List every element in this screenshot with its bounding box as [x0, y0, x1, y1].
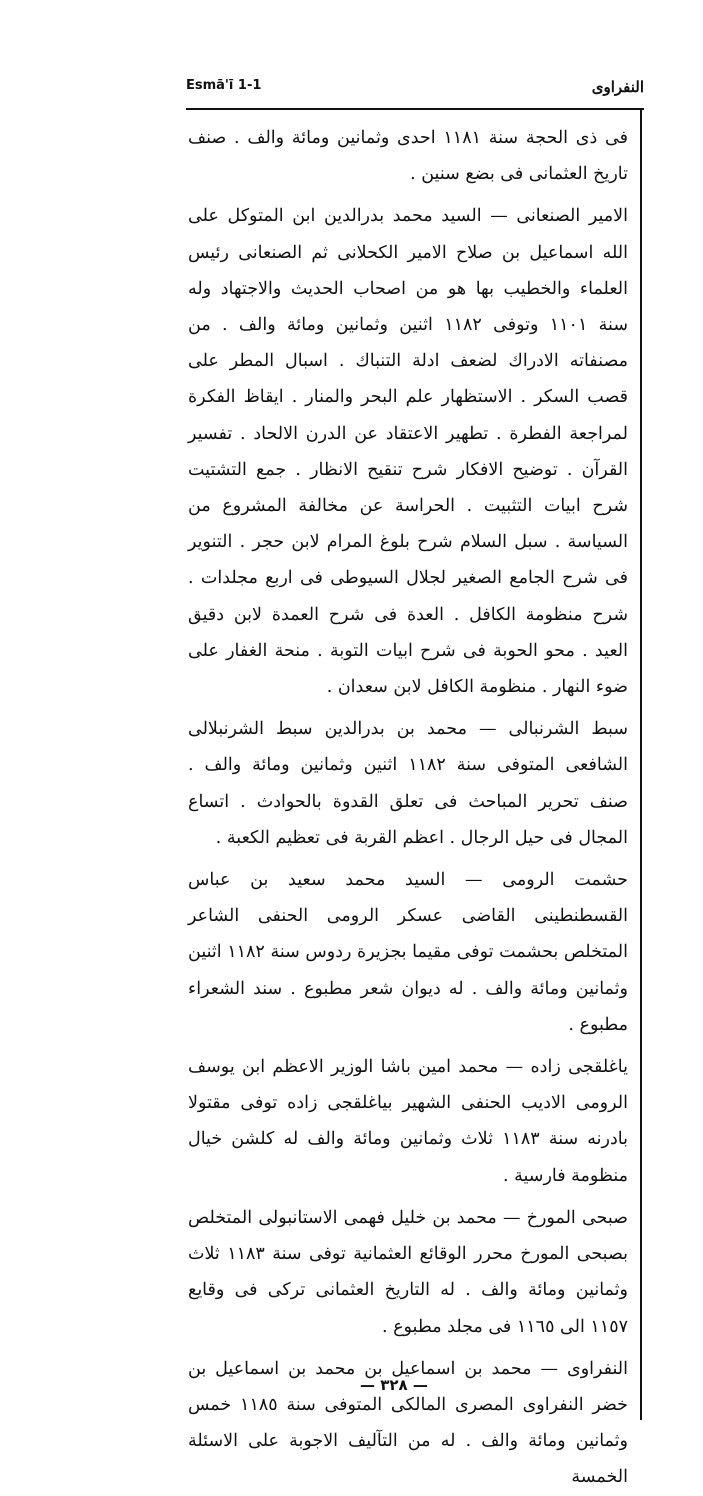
body-text: [188, 120, 628, 1496]
entry-sibt-al-shurunbulali: سبط الشرنبالى — محمد بن بدرالدين سبط الشرنبلالى الشافعى المتوفى سنة ١١٨٢ اثنين وثمانين ومائة والف . صنف تحرير المباحث فى تعلق القدوة بالحوادث . اتساع المجال فى حيل الرجال . اعظم القربة فى تعظيم الكعبة .: [188, 719, 628, 848]
page-number: — ٣٢٨ —: [360, 1376, 428, 1394]
header-rule: [186, 108, 644, 110]
paragraph-continuation: فى ذى الحجة سنة ١١٨١ احدى وثمانين ومائة والف . صنف تاريخ العثمانى فى بضع سنين .: [188, 128, 628, 185]
running-header: [186, 76, 644, 104]
entry-al-amir-al-sanani: الامير الصنعانى — السيد محمد بدرالدين ابن المتوكل على الله اسماعيل بن صلاح الامير الكحلانى ثم الصنعانى رئيس العلماء والخطيب بها هو من اصحاب الحديث والاجتهاد وله سنة ١١٠١ وتوفى ١١٨٢ اثنين وثمانين ومائة والف . من مصنفاته الادراك لضعف ادلة التنباك . اسبال المطر على قصب السكر . الاستظهار علم البحر والمنار . ايقاظ الفكرة لمراجعة الفطرة . تطهير الاعتقاد عن الدرن الالحاد . تفسير القرآن . توضيح الافكار شرح تنقيح الانظار . جمع التشتيت شرح ابيات التثبيت . الحراسة عن مخالفة المشروع من السياسة . سبل السلام شرح بلوغ المرام لابن حجر . التنوير فى شرح الجامع الصغير لجلال السيوطى فى اربع مجلدات . شرح منظومة الكافل . العدة فى شرح العمدة لابن دقيق العيد . محو الحوبة فى شرح ابيات التوبة . منحة الغفار على ضوء النهار . منظومة الكافل لابن سعدان .: [188, 206, 629, 698]
column-rule: [640, 108, 642, 1420]
entry-hishmat-al-rumi: حشمت الرومى — السيد محمد سعيد بن عباس القسطنطينى القاضى عسكر الرومى الحنفى الشاعر المتخلص بحشمت توفى مقيما بجزيرة ردوس سنة ١١٨٢ اثنين وثمانين ومائة والف . له ديوان شعر مطبوع . سند الشعراء مطبوع .: [188, 870, 628, 1035]
header-title: النفراوى: [591, 78, 644, 96]
header-code: Esmā'ī 1-1: [186, 78, 262, 93]
entry-subhi-al-muarrikh: صبحى المورخ — محمد بن خليل فهمى الاستانبولى المتخلص بصبحى المورخ محرر الوقائع العثمانية توفى سنة ١١٨٣ ثلاث وثمانين ومائة والف . له التاريخ العثمانى تركى فى وقايع ١١٥٧ الى ١١٦٥ فى مجلد مطبوع .: [188, 1207, 628, 1337]
entry-al-nafrawi: النفراوى — محمد بن اسماعيل بن محمد بن اسماعيل بن خضر النفراوى المصرى المالكى المتوفى سنة ١١٨٥ خمس وثمانين ومائة والف . له من التآليف الاجوبة على الاسئلة الخمسة: [188, 1358, 629, 1488]
entry-yaghlaqji-zadeh: ياغلقجى زاده — محمد امين باشا الوزير الاعظم ابن يوسف الرومى الاديب الحنفى الشهير بياغلقجى زاده توفى مقتولا بادرنه سنة ١١٨٣ ثلاث وثمانين ومائة والف له كلشن خيال منظومة فارسية .: [188, 1057, 629, 1186]
